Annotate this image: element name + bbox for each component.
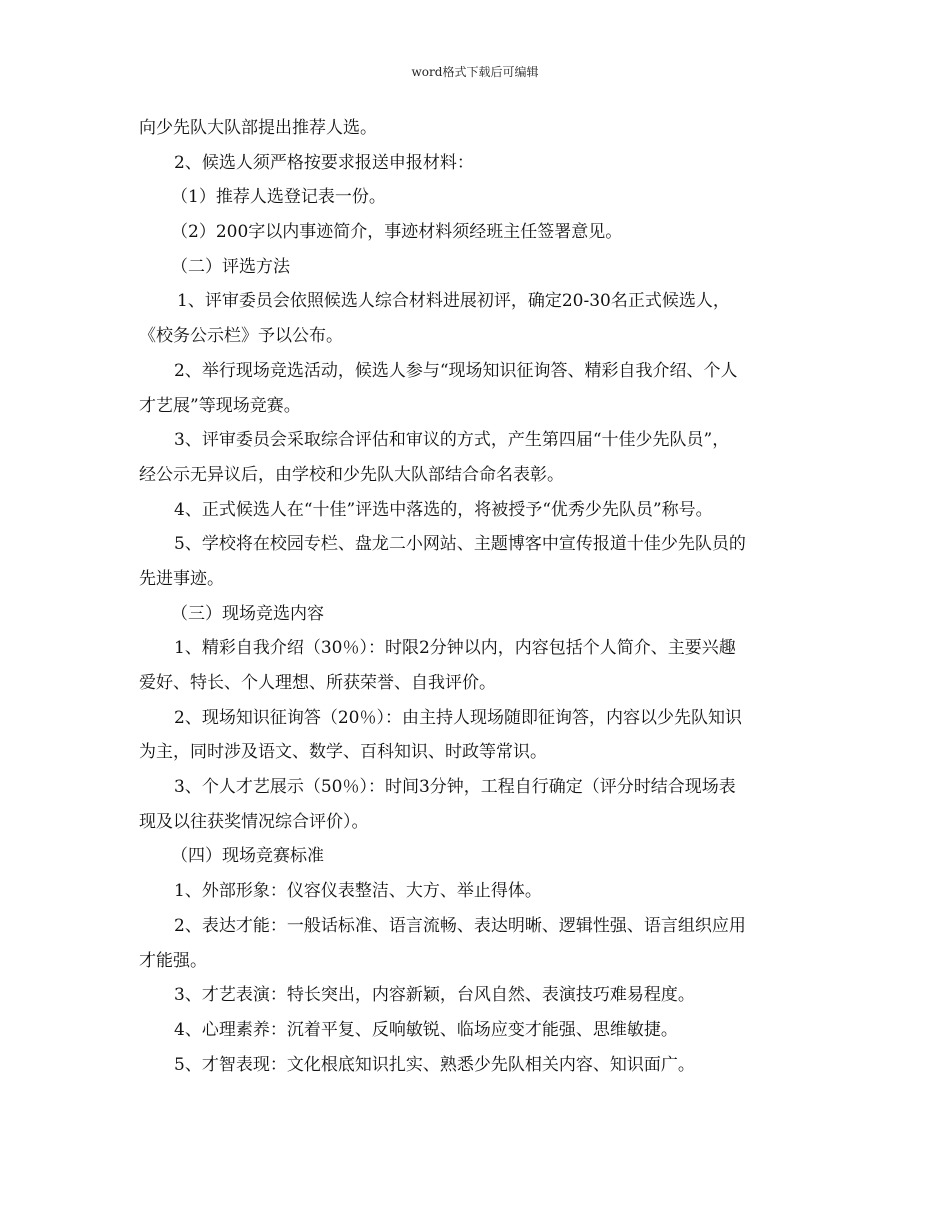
paragraph-line: 《校务公示栏》予以公布。 <box>139 326 343 347</box>
section-heading: （三）现场竞选内容 <box>171 603 324 624</box>
paragraph-line: 2、候选人须严格按要求报送申报材料： <box>174 152 474 173</box>
paragraph-line: 1、评审委员会依照候选人综合材料进展初评，确定20-30名正式候选人， <box>177 291 730 312</box>
paragraph-line: 爱好、特长、个人理想、所获荣誉、自我评价。 <box>139 673 496 693</box>
paragraph-line: 2、举行现场竞选活动，候选人参与“现场知识征询答、精彩自我介绍、个人 <box>174 360 738 381</box>
paragraph-line: 4、心理素养：沉着平复、反响敏锐、临场应变才能强、思维敏捷。 <box>174 1019 678 1040</box>
paragraph-line: （1）推荐人选登记表一份。 <box>171 187 386 208</box>
paragraph-line: （2）200字以内事迹简介，事迹材料须经班主任签署意见。 <box>171 222 623 243</box>
paragraph-line: 4、正式候选人在“十佳”评选中落选的，将被授予“优秀少先队员”称号。 <box>174 499 713 520</box>
paragraph-line: 才能强。 <box>139 950 207 971</box>
paragraph-line: 3、评审委员会采取综合评估和审议的方式，产生第四届“十佳少先队员”， <box>174 430 730 451</box>
paragraph-line: 3、才艺表演：特长突出，内容新颖，台风自然、表演技巧难易程度。 <box>174 985 695 1006</box>
paragraph-line: 2、现场知识征询答（20％）：由主持人现场随即征询答，内容以少先队知识 <box>174 707 742 728</box>
paragraph-line: 2、表达才能：一般话标准、语言流畅、表达明晰、逻辑性强、语言组织应用 <box>174 915 746 936</box>
paragraph-line: 先进事迹。 <box>139 568 224 589</box>
paragraph-line: 经公示无异议后，由学校和少先队大队部结合命名表彰。 <box>139 464 564 485</box>
section-heading: （四）现场竞赛标准 <box>171 846 324 867</box>
section-heading: （二）评选方法 <box>171 256 290 277</box>
paragraph-line: 向少先队大队部提出推荐人选。 <box>139 118 377 138</box>
paragraph-line: 1、精彩自我介绍（30％）：时限2分钟以内，内容包括个人简介、主要兴趣 <box>174 638 736 659</box>
paragraph-line: 5、学校将在校园专栏、盘龙二小网站、主题博客中宣传报道十佳少先队员的 <box>174 534 746 555</box>
paragraph-line: 才艺展”等现场竞赛。 <box>139 395 301 416</box>
paragraph-line: 为主，同时涉及语文、数学、百科知识、时政等常识。 <box>139 742 547 763</box>
paragraph-line: 5、才智表现：文化根底知识扎实、熟悉少先队相关内容、知识面广。 <box>174 1054 695 1075</box>
document-body <box>139 111 811 1082</box>
paragraph-line: 现及以往获奖情况综合评价）。 <box>139 811 369 832</box>
paragraph-line: 1、外部形象：仪容仪表整洁、大方、举止得体。 <box>174 881 542 902</box>
page-header: word格式下载后可编辑 <box>411 65 539 79</box>
paragraph-line: 3、个人才艺展示（50％）：时间3分钟，工程自行确定（评分时结合现场表 <box>174 777 736 798</box>
